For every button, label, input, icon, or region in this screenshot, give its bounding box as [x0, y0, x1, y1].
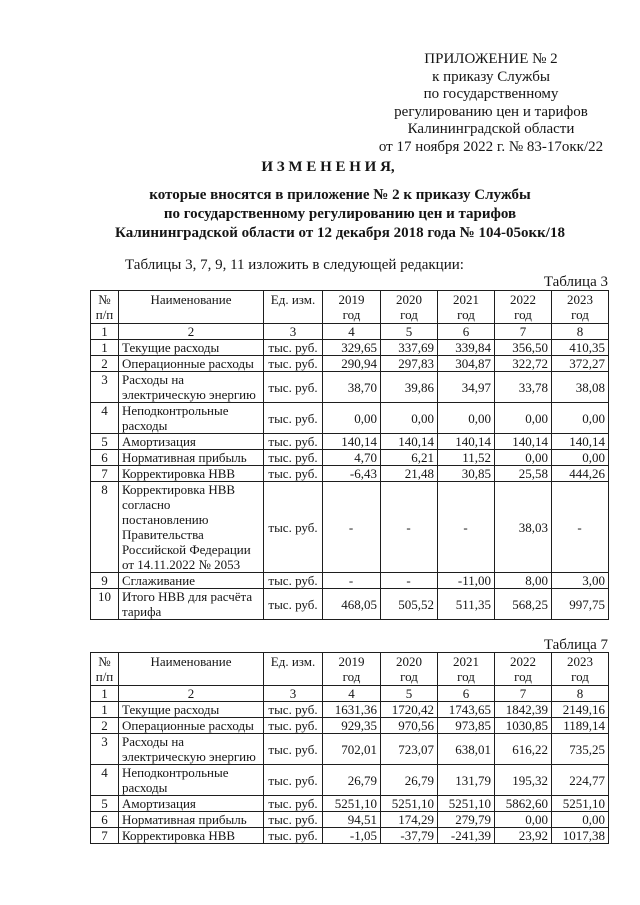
table-caption: Таблица 3 — [543, 274, 608, 290]
value-cell-2022: 0,00 — [495, 450, 552, 466]
row-unit-cell: тыс. руб. — [264, 340, 323, 356]
value-cell-2019: 929,35 — [323, 718, 381, 734]
value-cell-2022: 356,50 — [495, 340, 552, 356]
document-heading: И З М Е Н Е Н И Я, — [261, 159, 395, 175]
row-unit-cell: тыс. руб. — [264, 450, 323, 466]
value-cell-2023: 1189,14 — [552, 718, 609, 734]
value-cell-2020: 0,00 — [381, 403, 438, 434]
value-cell-2023: 410,35 — [552, 340, 609, 356]
table-header-row — [91, 291, 609, 324]
row-number-cell: 2 — [91, 718, 119, 734]
value-cell-2019: 702,01 — [323, 734, 381, 765]
value-cell-2022: 1842,39 — [495, 702, 552, 718]
value-cell-2022: 568,25 — [495, 589, 552, 620]
column-number-cell: 2 — [119, 324, 264, 340]
value-cell-2023: 3,00 — [552, 573, 609, 589]
header-cell-2020: 2020 год — [381, 291, 438, 324]
value-cell-2023: 997,75 — [552, 589, 609, 620]
value-cell-2021: 339,84 — [438, 340, 495, 356]
column-number-cell: 7 — [495, 686, 552, 702]
appendix-order-date: от 17 ноября 2022 г. № 83-17окк/22 — [378, 138, 604, 155]
column-number-cell: 6 — [438, 324, 495, 340]
table-row — [91, 482, 609, 573]
column-number-cell: 1 — [91, 686, 119, 702]
table-row — [91, 718, 609, 734]
value-cell-2023: 444,26 — [552, 466, 609, 482]
value-cell-2019: 290,94 — [323, 356, 381, 372]
value-cell-2020: 5251,10 — [381, 796, 438, 812]
value-cell-2022: 8,00 — [495, 573, 552, 589]
row-name-cell: Неподконтрольные расходы — [119, 765, 264, 796]
value-cell-2021: 34,97 — [438, 372, 495, 403]
table-row — [91, 796, 609, 812]
row-name-cell: Корректировка НВВ — [119, 466, 264, 482]
table-row — [91, 734, 609, 765]
value-cell-2022: 33,78 — [495, 372, 552, 403]
value-cell-2020: 21,48 — [381, 466, 438, 482]
table-row — [91, 589, 609, 620]
value-cell-2021: 638,01 — [438, 734, 495, 765]
value-cell-2020: 1720,42 — [381, 702, 438, 718]
value-cell-2023: 1017,38 — [552, 828, 609, 844]
row-name-cell: Корректировка НВВ согласно постановлению Правительства Российской Федерации от 14.11.2022 № 2053 — [119, 482, 264, 573]
value-cell-2020: 174,29 — [381, 812, 438, 828]
row-name-cell: Неподконтрольные расходы — [119, 403, 264, 434]
value-cell-2021: 131,79 — [438, 765, 495, 796]
value-cell-2023: - — [552, 482, 609, 573]
value-cell-2020: 337,69 — [381, 340, 438, 356]
table-row — [91, 765, 609, 796]
column-number-cell: 7 — [495, 324, 552, 340]
row-unit-cell: тыс. руб. — [264, 702, 323, 718]
value-cell-2019: 5251,10 — [323, 796, 381, 812]
column-number-cell: 1 — [91, 324, 119, 340]
header-cell-2021: 2021 год — [438, 291, 495, 324]
row-number-cell: 5 — [91, 434, 119, 450]
row-unit-cell: тыс. руб. — [264, 466, 323, 482]
value-cell-2020: - — [381, 573, 438, 589]
document-subtitle — [90, 186, 590, 243]
header-cell-2023: 2023 год — [552, 653, 609, 686]
row-unit-cell: тыс. руб. — [264, 573, 323, 589]
column-number-row — [91, 324, 609, 340]
value-cell-2021: 30,85 — [438, 466, 495, 482]
value-cell-2022: 0,00 — [495, 812, 552, 828]
value-cell-2022: 5862,60 — [495, 796, 552, 812]
row-name-cell: Операционные расходы — [119, 356, 264, 372]
value-cell-2019: 38,70 — [323, 372, 381, 403]
row-name-cell: Расходы на электрическую энергию — [119, 372, 264, 403]
column-number-cell: 8 — [552, 324, 609, 340]
value-cell-2019: 26,79 — [323, 765, 381, 796]
value-cell-2023: 140,14 — [552, 434, 609, 450]
value-cell-2023: 372,27 — [552, 356, 609, 372]
value-cell-2022: 195,32 — [495, 765, 552, 796]
row-unit-cell: тыс. руб. — [264, 434, 323, 450]
header-cell-num: № п/п — [91, 653, 119, 686]
table-caption: Таблица 7 — [543, 637, 608, 653]
header-cell-2019: 2019 год — [323, 291, 381, 324]
row-name-cell: Амортизация — [119, 796, 264, 812]
value-cell-2021: 304,87 — [438, 356, 495, 372]
row-name-cell: Расходы на электрическую энергию — [119, 734, 264, 765]
appendix-line: к приказу Службы — [432, 68, 550, 85]
row-unit-cell: тыс. руб. — [264, 403, 323, 434]
row-number-cell: 7 — [91, 828, 119, 844]
tariff-table-7 — [90, 652, 609, 844]
value-cell-2021: 511,35 — [438, 589, 495, 620]
row-number-cell: 7 — [91, 466, 119, 482]
table-row — [91, 828, 609, 844]
row-name-cell: Корректировка НВВ — [119, 828, 264, 844]
value-cell-2019: - — [323, 573, 381, 589]
row-name-cell: Нормативная прибыль — [119, 812, 264, 828]
row-name-cell: Операционные расходы — [119, 718, 264, 734]
value-cell-2021: 1743,65 — [438, 702, 495, 718]
value-cell-2021: 0,00 — [438, 403, 495, 434]
value-cell-2022: 140,14 — [495, 434, 552, 450]
value-cell-2023: 735,25 — [552, 734, 609, 765]
value-cell-2020: 970,56 — [381, 718, 438, 734]
value-cell-2020: 140,14 — [381, 434, 438, 450]
header-cell-2021: 2021 год — [438, 653, 495, 686]
value-cell-2021: 140,14 — [438, 434, 495, 450]
value-cell-2019: 140,14 — [323, 434, 381, 450]
header-cell-2019: 2019 год — [323, 653, 381, 686]
value-cell-2022: 23,92 — [495, 828, 552, 844]
tariff-table-3 — [90, 290, 609, 620]
row-number-cell: 1 — [91, 340, 119, 356]
subtitle-line: Калининградской области от 12 декабря 2018 года № 104-05окк/18 — [115, 224, 565, 241]
row-unit-cell: тыс. руб. — [264, 372, 323, 403]
header-cell-unit: Ед. изм. — [264, 291, 323, 324]
header-cell-name: Наименование — [119, 291, 264, 324]
value-cell-2020: -37,79 — [381, 828, 438, 844]
row-unit-cell: тыс. руб. — [264, 718, 323, 734]
value-cell-2020: 297,83 — [381, 356, 438, 372]
value-cell-2019: 0,00 — [323, 403, 381, 434]
value-cell-2022: 322,72 — [495, 356, 552, 372]
table-row — [91, 450, 609, 466]
row-number-cell: 4 — [91, 403, 119, 434]
appendix-header-block — [370, 51, 612, 156]
table-row — [91, 573, 609, 589]
row-number-cell: 8 — [91, 482, 119, 573]
row-number-cell: 1 — [91, 702, 119, 718]
table-row — [91, 466, 609, 482]
value-cell-2022: 0,00 — [495, 403, 552, 434]
column-number-cell: 4 — [323, 686, 381, 702]
row-unit-cell: тыс. руб. — [264, 812, 323, 828]
value-cell-2022: 25,58 — [495, 466, 552, 482]
value-cell-2023: 224,77 — [552, 765, 609, 796]
table-row — [91, 434, 609, 450]
value-cell-2019: - — [323, 482, 381, 573]
value-cell-2019: 94,51 — [323, 812, 381, 828]
table-row — [91, 702, 609, 718]
value-cell-2021: -241,39 — [438, 828, 495, 844]
value-cell-2019: 468,05 — [323, 589, 381, 620]
value-cell-2020: 39,86 — [381, 372, 438, 403]
value-cell-2023: 0,00 — [552, 450, 609, 466]
appendix-line: по государственному — [423, 86, 559, 102]
value-cell-2019: 1631,36 — [323, 702, 381, 718]
row-name-cell: Нормативная прибыль — [119, 450, 264, 466]
value-cell-2019: -6,43 — [323, 466, 381, 482]
value-cell-2020: 505,52 — [381, 589, 438, 620]
row-name-cell: Текущие расходы — [119, 340, 264, 356]
table-row — [91, 403, 609, 434]
row-unit-cell: тыс. руб. — [264, 734, 323, 765]
value-cell-2020: - — [381, 482, 438, 573]
header-cell-2020: 2020 год — [381, 653, 438, 686]
row-name-cell: Итого НВВ для расчёта тарифа — [119, 589, 264, 620]
value-cell-2023: 38,08 — [552, 372, 609, 403]
column-number-cell: 3 — [264, 324, 323, 340]
value-cell-2023: 5251,10 — [552, 796, 609, 812]
value-cell-2023: 2149,16 — [552, 702, 609, 718]
appendix-line: Калининградской области — [407, 121, 575, 137]
row-number-cell: 6 — [91, 812, 119, 828]
row-number-cell: 9 — [91, 573, 119, 589]
value-cell-2021: -11,00 — [438, 573, 495, 589]
header-cell-unit: Ед. изм. — [264, 653, 323, 686]
value-cell-2023: 0,00 — [552, 812, 609, 828]
header-cell-2022: 2022 год — [495, 653, 552, 686]
row-number-cell: 5 — [91, 796, 119, 812]
row-number-cell: 4 — [91, 765, 119, 796]
row-number-cell: 10 — [91, 589, 119, 620]
row-number-cell: 3 — [91, 734, 119, 765]
column-number-cell: 5 — [381, 686, 438, 702]
row-number-cell: 2 — [91, 356, 119, 372]
value-cell-2021: 11,52 — [438, 450, 495, 466]
value-cell-2021: 5251,10 — [438, 796, 495, 812]
value-cell-2022: 1030,85 — [495, 718, 552, 734]
column-number-cell: 3 — [264, 686, 323, 702]
column-number-cell: 6 — [438, 686, 495, 702]
value-cell-2019: 329,65 — [323, 340, 381, 356]
row-unit-cell: тыс. руб. — [264, 589, 323, 620]
row-unit-cell: тыс. руб. — [264, 356, 323, 372]
column-number-cell: 5 — [381, 324, 438, 340]
value-cell-2019: -1,05 — [323, 828, 381, 844]
row-name-cell: Сглаживание — [119, 573, 264, 589]
instruction-text: Таблицы 3, 7, 9, 11 изложить в следующей редакции: — [125, 257, 464, 273]
column-number-row — [91, 686, 609, 702]
value-cell-2022: 38,03 — [495, 482, 552, 573]
row-unit-cell: тыс. руб. — [264, 796, 323, 812]
value-cell-2021: - — [438, 482, 495, 573]
table-row — [91, 372, 609, 403]
value-cell-2022: 616,22 — [495, 734, 552, 765]
value-cell-2023: 0,00 — [552, 403, 609, 434]
subtitle-line: по государственному регулированию цен и тарифов — [163, 205, 517, 222]
table-header-row — [91, 653, 609, 686]
column-number-cell: 4 — [323, 324, 381, 340]
row-unit-cell: тыс. руб. — [264, 765, 323, 796]
value-cell-2021: 279,79 — [438, 812, 495, 828]
row-unit-cell: тыс. руб. — [264, 828, 323, 844]
value-cell-2021: 973,85 — [438, 718, 495, 734]
row-name-cell: Амортизация — [119, 434, 264, 450]
value-cell-2019: 4,70 — [323, 450, 381, 466]
header-cell-2022: 2022 год — [495, 291, 552, 324]
value-cell-2020: 723,07 — [381, 734, 438, 765]
appendix-line: регулированию цен и тарифов — [394, 103, 588, 120]
header-cell-2023: 2023 год — [552, 291, 609, 324]
column-number-cell: 8 — [552, 686, 609, 702]
table-row — [91, 340, 609, 356]
value-cell-2020: 6,21 — [381, 450, 438, 466]
header-cell-num: № п/п — [91, 291, 119, 324]
appendix-title: ПРИЛОЖЕНИЕ № 2 — [424, 51, 558, 67]
row-number-cell: 3 — [91, 372, 119, 403]
row-name-cell: Текущие расходы — [119, 702, 264, 718]
column-number-cell: 2 — [119, 686, 264, 702]
row-unit-cell: тыс. руб. — [264, 482, 323, 573]
table-row — [91, 812, 609, 828]
table-row — [91, 356, 609, 372]
subtitle-line: которые вносятся в приложение № 2 к приказу Службы — [149, 186, 531, 203]
header-cell-name: Наименование — [119, 653, 264, 686]
value-cell-2020: 26,79 — [381, 765, 438, 796]
row-number-cell: 6 — [91, 450, 119, 466]
